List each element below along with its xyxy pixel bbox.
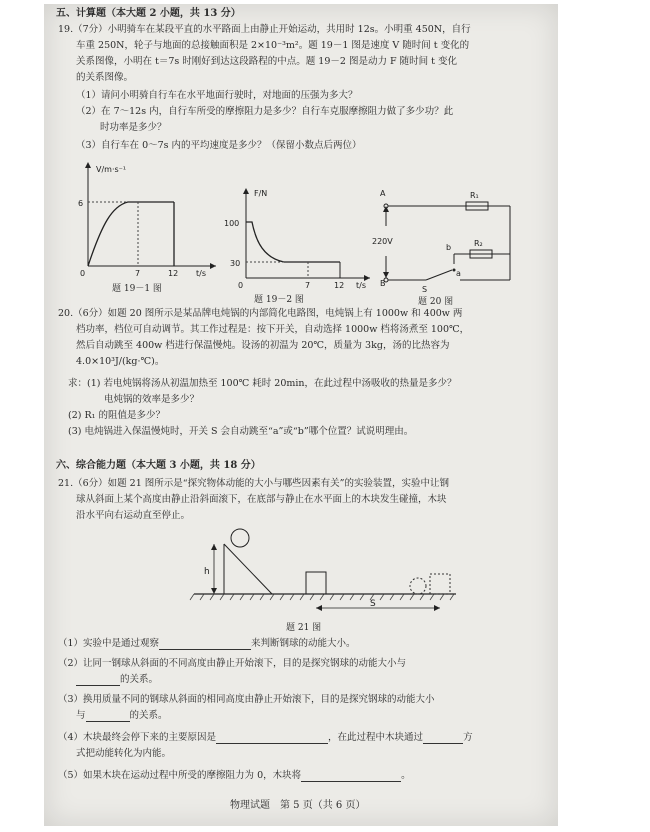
fig1-tick-0: 0: [80, 269, 86, 278]
q19-sub: （3）自行车在 0～7s 内的平均速度是多少？（保留小数点后两位）: [76, 140, 362, 151]
blank4-text-a: （4）木块最终会停下来的主要原因是: [58, 732, 217, 743]
q20-line: 20.（6分）如题 20 图所示是某品牌电炖锅的内部简化电路图，电炖锅上有 1000w 和 400w 两: [58, 308, 463, 319]
blank1-text-a: （1）实验中是通过观察: [58, 638, 160, 649]
q20-sub: 求：(1) 若电炖锅将汤从初温加热至 100℃ 耗时 20min，在此过程中汤吸收的热量是多少？: [68, 378, 457, 389]
answer-blank-4b[interactable]: [423, 733, 463, 744]
circuit-label-a: a: [456, 269, 461, 278]
q19-line: 的关系图像。: [76, 72, 134, 83]
q19-sub: （1）请问小明骑自行车在水平地面行驶时，对地面的压强为多大？: [76, 90, 358, 101]
fig2-tick-12: 12: [334, 281, 345, 290]
q19-sub: （2）在 7～12s 内，自行车所受的摩擦阻力是多少？自行车克服摩擦阻力做了多少功？此: [76, 106, 454, 117]
q21-blank-3-cont: [76, 710, 168, 722]
q19-line: 19.（7分）小明骑车在某段平直的水平路面上由静止开始运动，共用时 12s。小明重 450N，自行: [58, 24, 471, 35]
wooden-block: [306, 572, 326, 594]
answer-blank-5[interactable]: [301, 771, 401, 782]
answer-blank-1[interactable]: [159, 639, 251, 650]
page-footer: 物理试题 第 5 页（共 6 页）: [230, 800, 366, 811]
fig1-tick-7: 7: [135, 269, 141, 278]
fig2-tick-7: 7: [305, 281, 311, 290]
q19-line: 车重 250N，轮子与地面的总接触面积是 2×10⁻³m²。题 19－1 图是速度 V 随时间 t 变化的: [76, 40, 470, 51]
q20-line: 档功率，档位可自动调节。其工作过程是：按下开关，自动选择 1000w 档将汤煮至 100℃，: [76, 324, 470, 335]
q21-blank-4: [58, 732, 473, 744]
label-h: h: [204, 567, 210, 577]
ramp-slope: [224, 544, 272, 594]
fig1-xlabel: t/s: [196, 269, 206, 278]
circuit-label-A: A: [380, 189, 386, 198]
q21-blank-4-cont: 式把动能转化为内能。: [76, 748, 172, 759]
blank4-text-b: ，在此过程中木块通过: [328, 732, 424, 743]
blank3-text-b: 与: [76, 710, 86, 721]
answer-blank-4a[interactable]: [216, 733, 328, 744]
fig21-caption: 题 21 图: [286, 623, 322, 633]
fig2-tick-0: 0: [238, 281, 244, 290]
q21-blank-1: [58, 638, 356, 650]
circuit-label-R2: R₂: [474, 239, 483, 248]
fig20-caption: 题 20 图: [418, 297, 454, 307]
blank2-text-b: 的关系。: [120, 674, 159, 685]
blank3-text-c: 的关系。: [129, 710, 168, 721]
fig2-ylabel: F/N: [254, 189, 268, 198]
fig2-tick-100: 100: [224, 219, 240, 228]
q21-line: 21.（6分）如题 21 图所示是“探究物体动能的大小与哪些因素有关”的实验装置，实验中让钢: [58, 478, 449, 489]
q21-blank-5: [58, 770, 411, 782]
blank4-text-c: 方: [463, 732, 473, 743]
circuit-voltage: 220V: [372, 237, 393, 246]
fig2-xlabel: t/s: [356, 281, 366, 290]
fig21-ramp-diagram: [164, 526, 464, 618]
q20-line: 然后自动跳至 400w 档进行保温慢炖。设汤的初温为 20℃，质量为 3kg，汤的比热容为: [76, 340, 450, 351]
switch-s: [426, 270, 452, 280]
fig20-circuit-diagram: [370, 184, 530, 296]
circuit-label-R1: R₁: [470, 191, 479, 200]
label-s: S: [370, 599, 376, 609]
q20-sub: 电炖锅的效率是多少？: [104, 394, 200, 405]
section5-heading: 五、计算题（本大题 2 小题，共 13 分）: [56, 8, 241, 19]
fig19-2-caption: 题 19－2 图: [254, 295, 304, 305]
answer-blank-3[interactable]: [86, 711, 130, 722]
q20-line: 4.0×10³J/(kg·℃)。: [76, 356, 165, 367]
circuit-label-B: B: [380, 279, 386, 288]
fig1-tick-6: 6: [78, 199, 84, 208]
q21-blank-2: （2）让同一钢球从斜面的不同高度由静止开始滚下，目的是探究钢球的动能大小与: [58, 658, 407, 669]
q20-sub: (3) 电炖锅进入保温慢炖时，开关 S 会自动跳至“a”或“b”哪个位置？试说明理由。: [68, 426, 414, 437]
q21-line: 沿水平向右运动直至停止。: [76, 510, 191, 521]
q19-sub: 时功率是多少？: [100, 122, 167, 133]
fig19-2-force-graph: [220, 182, 380, 290]
fig1-tick-12: 12: [168, 269, 179, 278]
q19-line: 关系图像，小明在 t＝7s 时刚好到达这段路程的中点。题 19－2 图是动力 F 随时间 t 变化: [76, 56, 457, 67]
blank5-text-b: 。: [401, 770, 411, 781]
q21-blank-2-cont: [76, 674, 158, 686]
q20-sub: (2) R₁ 的阻值是多少？: [68, 410, 165, 421]
q21-line: 球从斜面上某个高度由静止沿斜面滚下，在底部与静止在水平面上的木块发生碰撞，木块: [76, 494, 447, 505]
fig1-ylabel: V/m·s⁻¹: [96, 165, 127, 174]
answer-blank-2[interactable]: [76, 675, 120, 686]
block-final-position: [430, 574, 450, 594]
fig19-1-velocity-graph: [64, 154, 224, 282]
steel-ball: [231, 529, 249, 547]
circuit-label-b: b: [446, 243, 452, 252]
q21-blank-3: （3）换用质量不同的钢球从斜面的相同高度由静止开始滚下，目的是探究钢球的动能大小: [58, 694, 435, 705]
section6-heading: 六、综合能力题（本大题 3 小题，共 18 分）: [56, 460, 261, 471]
blank5-text-a: （5）如果木块在运动过程中所受的摩擦阻力为 0，木块将: [58, 770, 302, 781]
blank1-text-b: 来判断钢球的动能大小。: [251, 638, 356, 649]
fig19-1-caption: 题 19－1 图: [112, 284, 162, 294]
circuit-label-S: S: [422, 285, 428, 294]
exam-page: [44, 4, 558, 826]
fig2-tick-30: 30: [230, 259, 241, 268]
